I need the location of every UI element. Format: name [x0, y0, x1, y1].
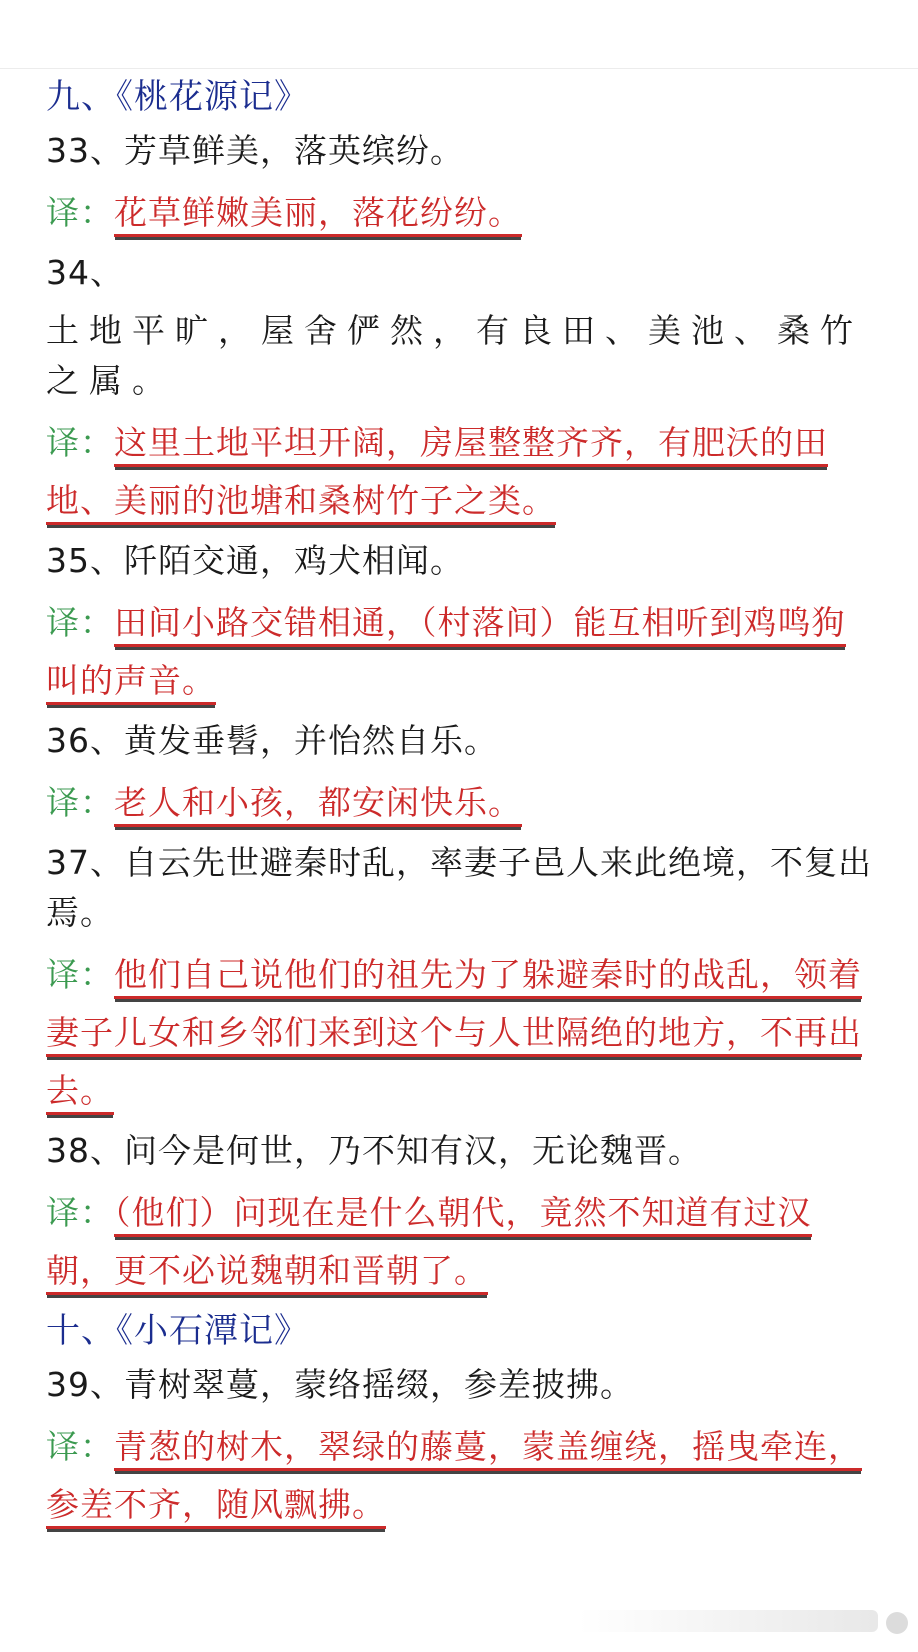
- bottom-dot-icon: [886, 1612, 908, 1634]
- bottom-scroll-indicator: [578, 1610, 878, 1632]
- translation-34: [46, 414, 876, 530]
- translation-text: 他们自己说他们的祖先为了躲避秦时的战乱，领着妻子儿女和乡邻们来到这个与人世隔绝的地方，不再出去。: [46, 955, 862, 1115]
- translation-text: 青葱的树木，翠绿的藤蔓，蒙盖缠绕，摇曳牵连，参差不齐，随风飘拂。: [46, 1427, 862, 1529]
- source-line-35: 35、阡陌交通，鸡犬相闻。: [46, 541, 464, 580]
- translation-text: （他们）问现在是什么朝代，竟然不知道有过汉朝，更不必说魏朝和晋朝了。: [46, 1193, 812, 1295]
- section-title-taohuayuanji: 九、《桃花源记》: [46, 77, 309, 117]
- translation-33: [46, 184, 876, 242]
- translation-text: 田间小路交错相通，（村落间）能互相听到鸡鸣狗叫的声音。: [46, 603, 846, 705]
- translation-label: 译：: [46, 1427, 114, 1466]
- source-line-33: 33、芳草鲜美，落英缤纷。: [46, 131, 464, 170]
- source-line-36: 36、黄发垂髫，并怡然自乐。: [46, 721, 498, 760]
- translation-label: 译：: [46, 1193, 114, 1232]
- source-line-34-number: 34、: [46, 253, 124, 292]
- translation-38: [46, 1184, 876, 1300]
- translation-text: 这里土地平坦开阔，房屋整整齐齐，有肥沃的田地、美丽的池塘和桑树竹子之类。: [46, 423, 828, 525]
- translation-36: [46, 774, 876, 832]
- translation-text: 花草鲜嫩美丽，落花纷纷。: [114, 193, 522, 237]
- translation-39: [46, 1418, 876, 1534]
- document-body: [46, 72, 876, 1540]
- translation-35: [46, 594, 876, 710]
- source-line-38: 38、问今是何世，乃不知有汉，无论魏晋。: [46, 1131, 702, 1170]
- section-title-xiaoshitanji: 十、《小石潭记》: [46, 1311, 309, 1351]
- translation-label: 译：: [46, 193, 114, 232]
- translation-label: 译：: [46, 603, 114, 642]
- translation-label: 译：: [46, 955, 114, 994]
- top-bar: [0, 0, 918, 69]
- translation-label: 译：: [46, 783, 114, 822]
- translation-37: [46, 946, 876, 1120]
- translation-label: 译：: [46, 423, 114, 462]
- source-line-39: 39、青树翠蔓，蒙络摇缀，参差披拂。: [46, 1365, 634, 1404]
- source-line-37: 37、自云先世避秦时乱，率妻子邑人来此绝境，不复出焉。: [46, 843, 872, 932]
- source-line-34: 土地平旷，屋舍俨然，有良田、美池、桑竹之属。: [46, 311, 863, 400]
- translation-text: 老人和小孩，都安闲快乐。: [114, 783, 522, 827]
